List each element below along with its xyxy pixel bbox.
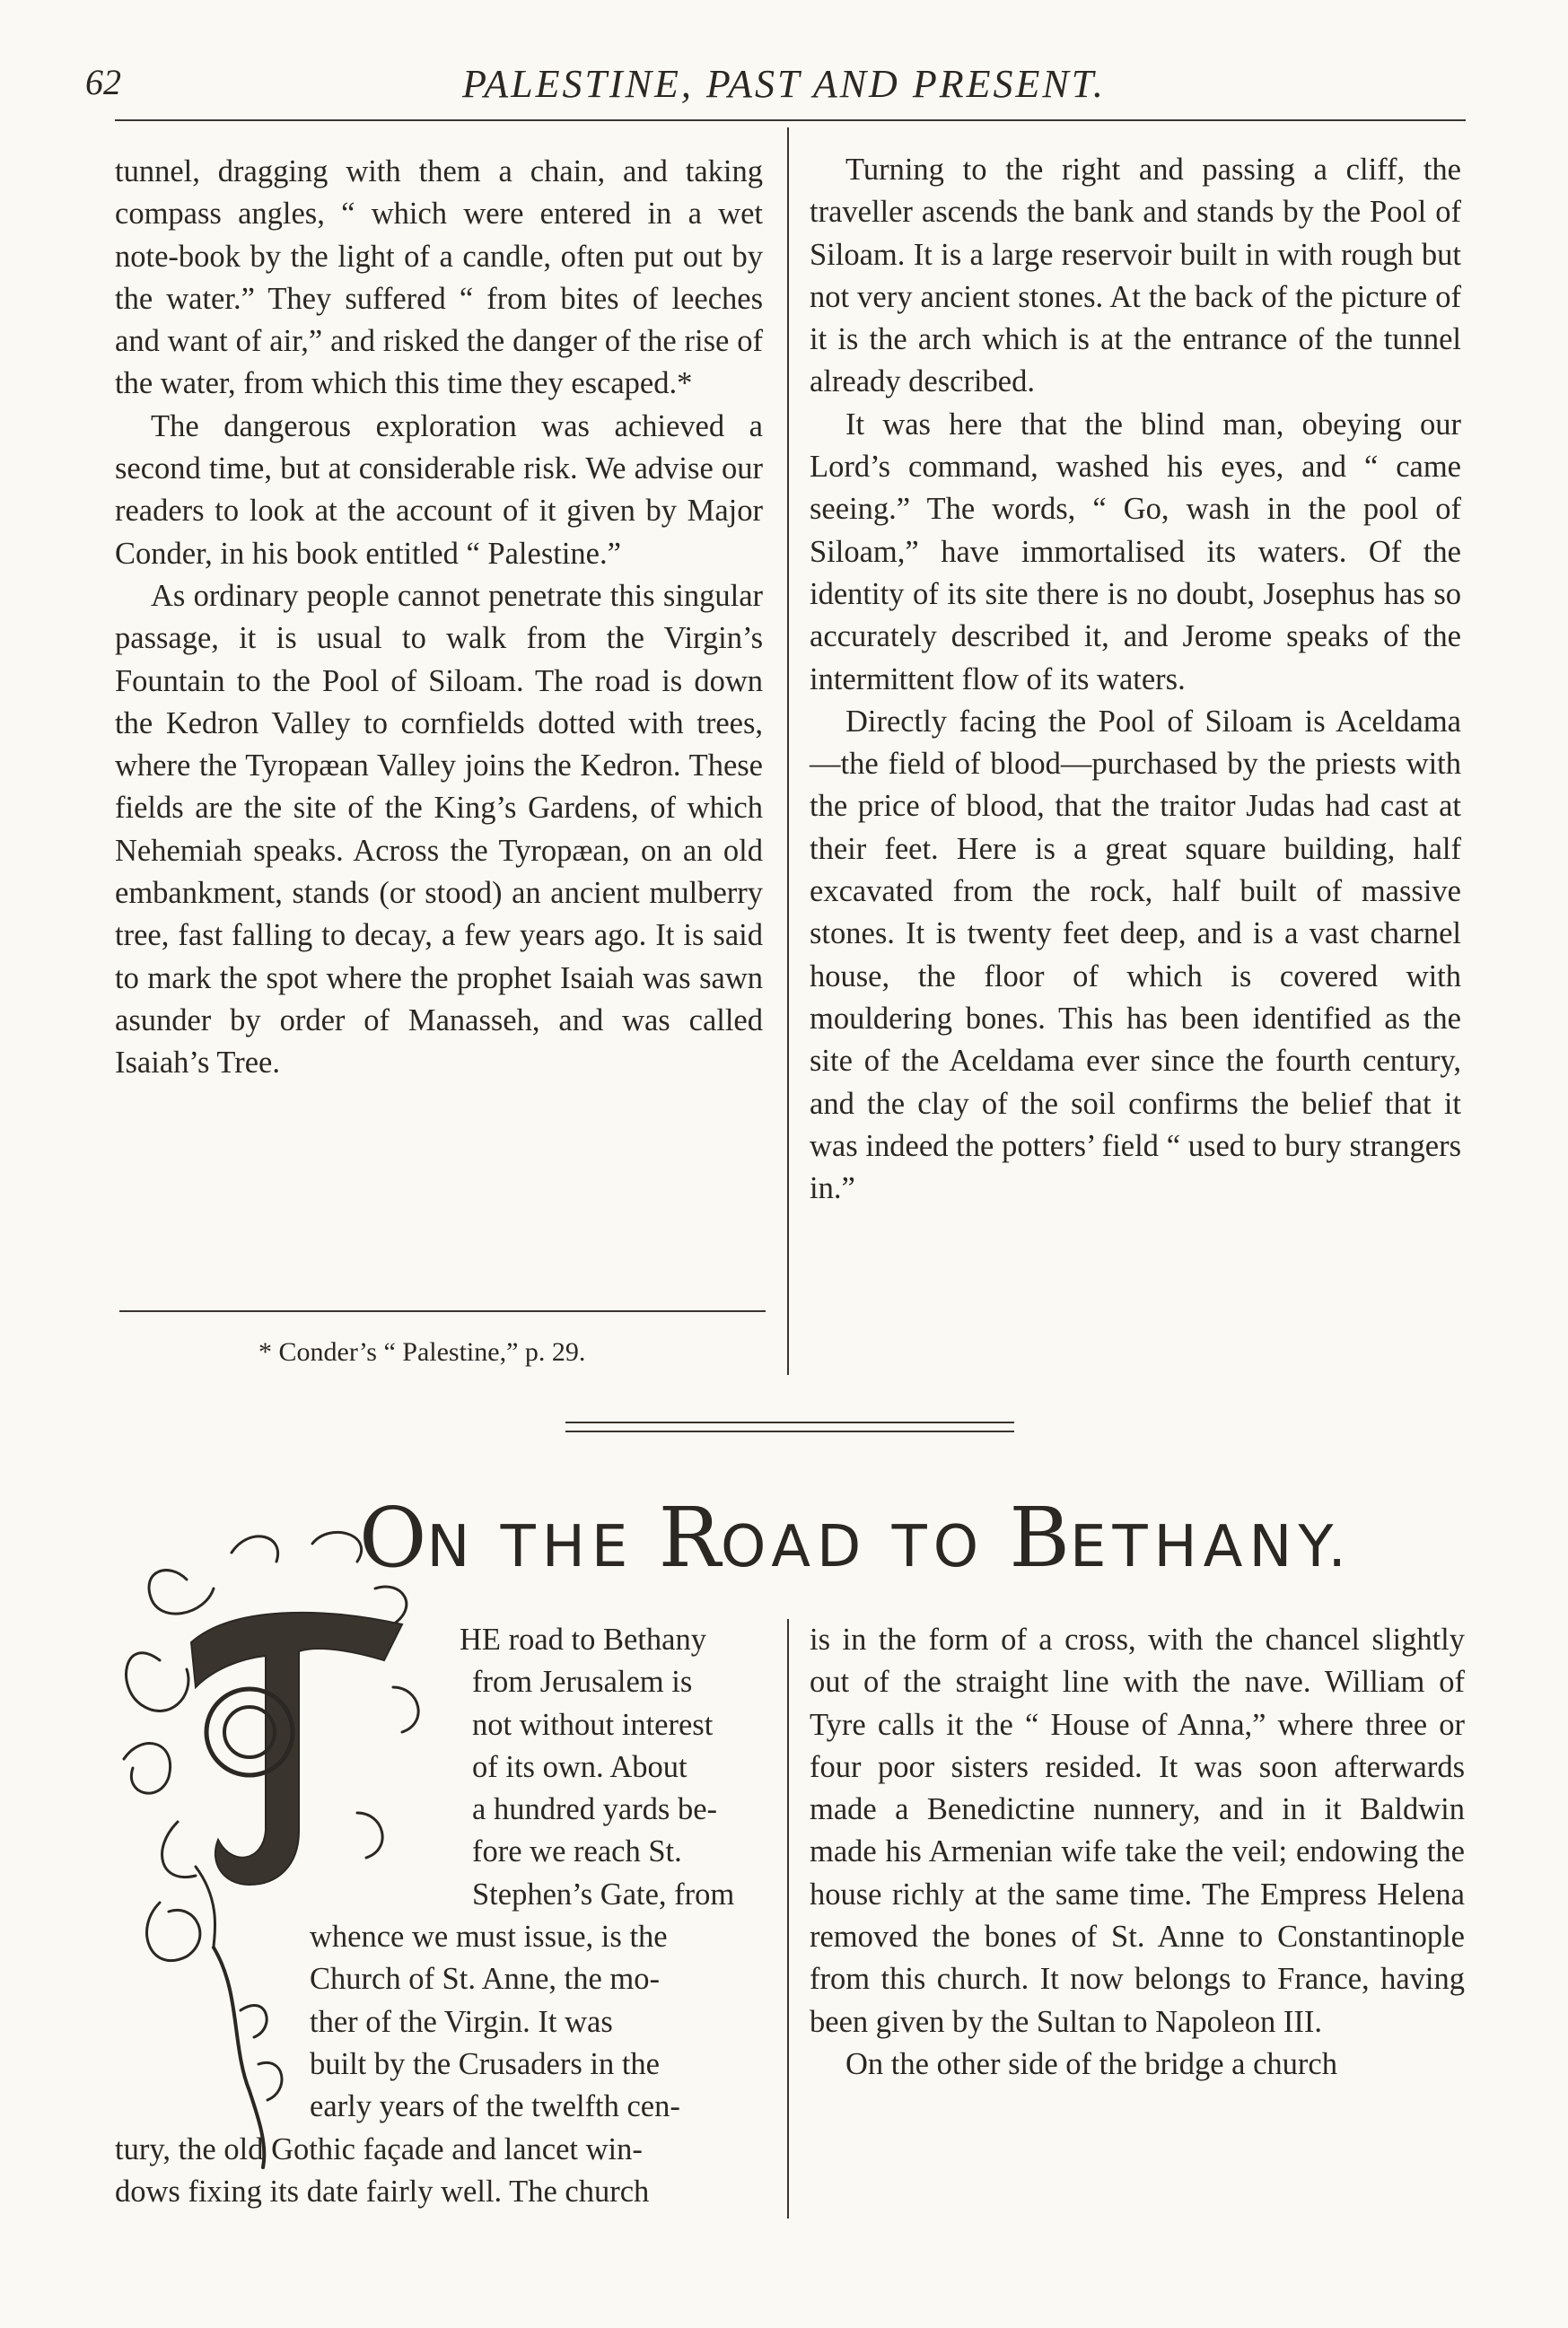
title-word: ETHANY. — [1070, 1514, 1353, 1580]
text-line: tury, the old Gothic façade and lancet win- — [115, 2132, 643, 2166]
title-capital-b: B — [1009, 1490, 1071, 1586]
text-line: a hundred yards be- — [472, 1792, 718, 1827]
page-number: 62 — [85, 62, 121, 102]
text-beside-initial — [460, 1619, 768, 1916]
text-line: early years of the twelfth cen- — [310, 2089, 680, 2124]
text-line: ther of the Virgin. It was — [310, 2004, 613, 2039]
column-divider — [787, 127, 789, 1375]
footnote: * Conder’s “ Palestine,” p. 29. — [258, 1337, 586, 1367]
text-line: not without interest — [472, 1707, 714, 1742]
initial-letter-text: T — [106, 1526, 107, 1527]
paragraph: Directly facing the Pool of Siloam is Aceldama—the field of blood—purchased by the priests with the price of blood, that the traitor Judas had cast at their feet. Here is a great square building, half excavated from the rock, half built of massive stones. It is twenty feet deep, and is a vast charnel house, the floor of which is covered with mouldering bones. This has been identified as the site of the Aceldama ever since the fourth century, and the clay of the soil confirms the belief that it was indeed the potters’ field “ used to bury strangers in.” — [810, 704, 1461, 1206]
paragraph: is in the form of a cross, with the chancel slightly out of the straight line with the nave. William of Tyre calls it the “ House of Anna,” where three or four poor sisters resided. It was soon afterwards made a Benedictine nunnery, and in it Baldwin made his Armenian wife take the veil; endowing the house richly at the same time. The Empress Helena removed the bones of St. Anne to Constantinople from this church. It now belongs to France, having been given by the Sultan to Napoleon III. — [810, 1623, 1465, 2039]
text-line: built by the Crusaders in the — [310, 2046, 660, 2081]
paragraph: tunnel, dragging with them a chain, and taking compass angles, “ which were entered in a wet note-book by the light of a candle, often put out by the water.” They suffered “ from bites of leeches and want of air,” and risked the danger of the rise of the water, from which this time they escaped.* — [115, 154, 763, 401]
upper-left-column — [115, 151, 763, 1085]
lower-right-column — [810, 1619, 1465, 2086]
paragraph: As ordinary people cannot penetrate this singular passage, it is usual to walk from the Virgin’s Fountain to the Pool of Siloam. The road is down the Kedron Valley to cornfields dotted with trees, where the Tyropæan Valley joins the Kedron. These fields are the site of the King’s Gardens, of which Nehemiah speaks. Across the Tyropæan, on an old embankment, stands (or stood) an ancient mulberry tree, fast falling to decay, a few years ago. It is said to mark the spot where the prophet Isaiah was sawn asunder by order of Manasseh, and was called Isaiah’s Tree. — [115, 578, 763, 1081]
text-line: fore we reach St. — [472, 1834, 682, 1869]
text-line: of its own. About — [472, 1749, 688, 1784]
text-line: Stephen’s Gate, from — [472, 1877, 735, 1912]
section-separator-bottom — [565, 1431, 1014, 1432]
text-below-initial — [310, 1916, 768, 2128]
upper-right-column — [810, 149, 1461, 1210]
text-full-width-lines — [115, 2129, 768, 2214]
section-separator-top — [565, 1422, 1014, 1423]
paragraph: It was here that the blind man, obeying our Lord’s command, washed his eyes, and “ came seeing.” The words, “ Go, wash in the pool of Siloam,” have immortalised its waters. Of the identity of its site there is no doubt, Josephus has so accurately described it, and Jerome speaks of the intermittent flow of its waters. — [810, 407, 1461, 696]
paragraph: Turning to the right and passing a cliff, the traveller ascends the bank and stands by the Pool of Siloam. It is a large reservoir built in with rough but not very ancient stones. At the back of the picture of it is the arch which is at the entrance of the tunnel already described. — [810, 153, 1461, 399]
text-line: whence we must issue, is the — [310, 1920, 668, 1954]
title-word: N THE — [426, 1514, 659, 1580]
running-title: PALESTINE, PAST AND PRESENT. — [462, 62, 1106, 106]
paragraph: On the other side of the bridge a church — [845, 2046, 1337, 2081]
header-rule — [115, 119, 1466, 121]
paragraph: The dangerous exploration was achieved a second time, but at considerable risk. We advise our readers to look at the account of it given by Major Conder, in his book entitled “ Palestine.” — [115, 408, 763, 571]
title-capital-r: R — [658, 1490, 721, 1586]
text-line: HE road to Bethany — [460, 1623, 706, 1657]
section-title — [359, 1490, 1353, 1586]
title-word: OAD TO — [720, 1514, 1010, 1580]
text-line: dows fixing its date fairly well. The church — [115, 2175, 650, 2210]
text-line: Church of St. Anne, the mo- — [310, 1962, 660, 1997]
text-line: from Jerusalem is — [472, 1665, 693, 1700]
footnote-rule — [119, 1310, 766, 1312]
initial-letter-box — [191, 1613, 402, 1885]
column-divider-lower — [787, 1619, 789, 2219]
title-capital-o: O — [359, 1490, 427, 1586]
